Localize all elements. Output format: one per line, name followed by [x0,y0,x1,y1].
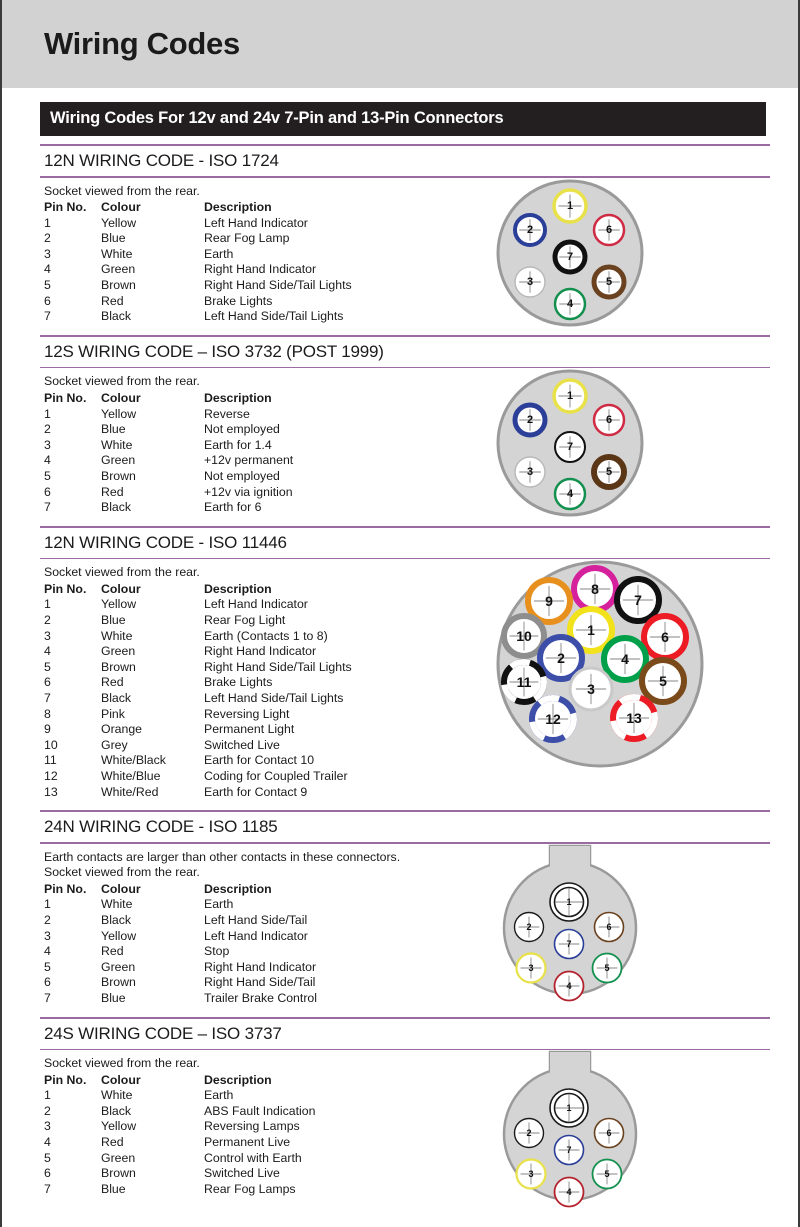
section-body [40,1050,766,1207]
section-title: 12S WIRING CODE – ISO 3732 (POST 1999) [44,341,384,361]
cell-description: Left Hand Side/Tail Lights [204,690,344,705]
cell-colour: Black [101,309,132,324]
cell-pin-no: 2 [44,1103,51,1118]
table-row [44,500,484,516]
cell-colour: Green [101,453,136,468]
connector-diagram [495,368,645,518]
header-description: Description [204,881,272,896]
svg-text:1: 1 [566,896,572,907]
svg-text:2: 2 [526,414,534,427]
table-row [44,1166,484,1182]
cell-description: Brake Lights [204,675,273,690]
svg-text:5: 5 [605,275,613,288]
cell-colour: Yellow [101,597,137,612]
cell-pin-no: 6 [44,484,51,499]
svg-text:1: 1 [587,622,595,639]
section-body [40,368,766,525]
table-row [44,247,484,263]
cell-description: Earth for 6 [204,500,262,515]
cell-pin-no: 9 [44,722,51,737]
section-banner: Wiring Codes For 12v and 24v 7-Pin and 13-Pin Connectors [40,102,766,136]
pin-table [44,200,484,325]
section-note: Socket viewed from the rear. [44,1056,200,1071]
cell-pin-no: 12 [44,768,58,783]
table-row [44,485,484,501]
svg-text:8: 8 [591,581,599,598]
cell-pin-no: 8 [44,706,51,721]
cell-description: Left Hand Indicator [204,928,308,943]
wiring-section-12n-iso-1724 [40,144,766,335]
section-title: 12N WIRING CODE - ISO 1724 [44,151,279,170]
cell-pin-no: 7 [44,690,51,705]
svg-text:13: 13 [626,710,642,727]
svg-text:6: 6 [606,921,612,932]
cell-description: Control with Earth [204,1150,302,1165]
table-row [44,629,484,645]
svg-text:3: 3 [528,962,534,973]
table-row [44,469,484,485]
cell-pin-no: 6 [44,975,51,990]
cell-description: Rear Fog Lamp [204,231,290,246]
cell-pin-no: 3 [44,928,51,943]
cell-description: Left Hand Indicator [204,215,308,230]
header-pin-no: Pin No. [44,881,87,896]
cell-colour: Grey [101,737,128,752]
cell-pin-no: 11 [44,753,57,768]
svg-text:9: 9 [545,593,553,610]
cell-description: Not employed [204,422,280,437]
cell-colour: Red [101,944,124,959]
cell-colour: Red [101,484,124,499]
svg-text:6: 6 [661,629,669,646]
wiring-section-12n-iso-11446 [40,526,766,810]
cell-colour: White [101,246,133,261]
svg-text:12: 12 [545,711,561,728]
cell-description: Trailer Brake Control [204,990,317,1005]
cell-pin-no: 6 [44,1166,51,1181]
header-colour: Colour [101,200,141,215]
wiring-section-24n-iso-1185 [40,810,766,1016]
svg-text:4: 4 [566,980,572,991]
connector-diagram-wrap [495,1050,645,1214]
pin-table [44,1073,484,1198]
svg-text:7: 7 [566,1145,572,1156]
cell-colour: Orange [101,722,143,737]
pin-table [44,391,484,516]
cell-description: Rear Fog Light [204,612,286,627]
header-pin-no: Pin No. [44,581,87,596]
cell-colour: Brown [101,975,136,990]
pin-table [44,882,484,1007]
svg-text:7: 7 [566,441,574,454]
table-row [44,453,484,469]
section-body [40,178,766,335]
table-row [44,753,484,769]
table-row [44,216,484,232]
table-row [44,785,484,801]
table-row [44,722,484,738]
cell-colour: Blue [101,990,126,1005]
cell-pin-no: 1 [44,406,51,421]
table-row [44,644,484,660]
cell-colour: Brown [101,659,136,674]
svg-text:4: 4 [566,488,574,501]
table-header-row [44,582,484,598]
section-note: Earth contacts are larger than other contacts in these connectors. [44,849,401,864]
cell-description: Stop [204,944,230,959]
cell-description: Not employed [204,468,280,483]
cell-pin-no: 2 [44,912,51,927]
cell-pin-no: 7 [44,1181,51,1196]
cell-colour: Green [101,959,136,974]
table-row [44,691,484,707]
svg-text:6: 6 [606,1128,612,1139]
cell-colour: Black [101,912,132,927]
cell-colour: Yellow [101,1119,137,1134]
table-header-row [44,1073,484,1089]
table-row [44,991,484,1007]
header-description: Description [204,200,272,215]
page-content [2,88,798,1207]
table-row [44,262,484,278]
cell-colour: Brown [101,468,136,483]
table-row [44,738,484,754]
cell-description: Reversing Lamps [204,1119,300,1134]
cell-colour: Blue [101,1181,126,1196]
cell-pin-no: 2 [44,612,51,627]
table-row [44,660,484,676]
table-row [44,707,484,723]
cell-colour: Pink [101,706,125,721]
table-row [44,278,484,294]
section-note: Socket viewed from the rear. [44,374,200,389]
svg-text:1: 1 [566,390,574,403]
cell-colour: Black [101,500,132,515]
cell-description: +12v via ignition [204,484,293,499]
cell-colour: Red [101,1135,124,1149]
section-note: Socket viewed from the rear. [44,865,200,880]
header-colour: Colour [101,1072,141,1087]
cell-pin-no: 4 [44,1135,51,1149]
cell-colour: White [101,1088,133,1103]
cell-description: Earth for 1.4 [204,437,272,452]
table-row [44,975,484,991]
table-header-row [44,882,484,898]
cell-colour: White [101,437,133,452]
table-row [44,769,484,785]
header-pin-no: Pin No. [44,200,87,215]
header-description: Description [204,1072,272,1087]
cell-pin-no: 1 [44,597,51,612]
cell-pin-no: 6 [44,293,51,308]
cell-pin-no: 5 [44,659,51,674]
cell-pin-no: 10 [44,737,58,752]
cell-description: Right Hand Side/Tail Lights [204,659,352,674]
svg-text:4: 4 [621,651,629,668]
header-colour: Colour [101,581,141,596]
cell-colour: Black [101,1103,132,1118]
connector-diagram [495,178,645,328]
svg-text:10: 10 [516,628,532,645]
header-colour: Colour [101,881,141,896]
cell-pin-no: 1 [44,215,51,230]
cell-colour: Green [101,1150,136,1165]
table-row [44,1151,484,1167]
page-title-band [2,0,798,88]
table-row [44,897,484,913]
svg-text:2: 2 [526,1128,532,1139]
svg-text:2: 2 [526,223,534,236]
svg-text:5: 5 [605,466,613,479]
section-title: 12N WIRING CODE - ISO 11446 [44,532,287,552]
svg-text:3: 3 [526,466,534,479]
header-description: Description [204,390,272,405]
section-body [40,559,766,810]
cell-pin-no: 3 [44,246,51,261]
cell-description: Permanent Live [204,1135,291,1149]
svg-text:1: 1 [566,1103,572,1114]
wiring-section-12s-iso-3732 [40,335,766,526]
svg-text:5: 5 [604,1169,610,1180]
table-row [44,960,484,976]
cell-description: Coding for Coupled Trailer [204,768,348,783]
cell-description: Right Hand Indicator [204,262,317,277]
table-row [44,913,484,929]
cell-description: Right Hand Side/Tail [204,975,316,990]
table-row [44,407,484,423]
cell-description: Right Hand Indicator [204,644,317,659]
table-row [44,597,484,613]
connector-diagram-wrap [495,844,645,1008]
cell-pin-no: 3 [44,628,51,643]
cell-description: Switched Live [204,1166,280,1181]
table-header-row [44,391,484,407]
cell-colour: Red [101,293,124,308]
cell-pin-no: 5 [44,278,51,293]
cell-pin-no: 7 [44,990,51,1005]
cell-pin-no: 13 [44,784,58,799]
cell-pin-no: 4 [44,944,51,959]
cell-description: Earth [204,246,234,261]
table-row [44,1182,484,1198]
cell-colour: White/Black [101,753,166,768]
cell-colour: Yellow [101,406,137,421]
cell-description: Switched Live [204,737,280,752]
svg-text:5: 5 [659,673,667,690]
cell-description: Earth [204,1088,234,1103]
table-row [44,438,484,454]
svg-text:4: 4 [566,297,574,310]
cell-pin-no: 2 [44,422,51,437]
cell-description: Rear Fog Lamps [204,1181,296,1196]
svg-text:7: 7 [566,250,574,263]
svg-text:7: 7 [566,938,572,949]
cell-description: Right Hand Side/Tail Lights [204,278,352,293]
cell-description: Left Hand Side/Tail Lights [204,309,344,324]
cell-pin-no: 4 [44,262,51,277]
cell-colour: Yellow [101,928,137,943]
table-row [44,675,484,691]
cell-description: Reversing Light [204,706,290,721]
connector-diagram-wrap [495,178,645,328]
cell-colour: Green [101,644,136,659]
svg-text:4: 4 [566,1187,572,1198]
header-colour: Colour [101,390,141,405]
svg-text:11: 11 [516,674,532,691]
cell-colour: Yellow [101,215,137,230]
cell-pin-no: 4 [44,644,51,659]
table-row [44,294,484,310]
cell-pin-no: 1 [44,897,51,912]
section-note: Socket viewed from the rear. [44,183,200,198]
table-row [44,422,484,438]
cell-description: Permanent Light [204,722,295,737]
table-row [44,1088,484,1104]
cell-description: Left Hand Side/Tail [204,912,308,927]
table-row [44,944,484,960]
page-title: Wiring Codes [44,26,240,61]
cell-description: Earth (Contacts 1 to 8) [204,628,328,643]
cell-colour: White [101,897,133,912]
svg-text:3: 3 [587,681,595,698]
connector-diagram-wrap [495,559,705,769]
cell-pin-no: 3 [44,1119,51,1134]
cell-colour: Blue [101,422,126,437]
cell-description: ABS Fault Indication [204,1103,316,1118]
header-pin-no: Pin No. [44,1072,87,1087]
cell-pin-no: 7 [44,309,51,324]
section-title: 24N WIRING CODE - ISO 1185 [44,817,278,837]
table-row [44,1135,484,1151]
table-header-row [44,200,484,216]
cell-description: Brake Lights [204,293,273,308]
cell-description: Earth [204,897,234,912]
svg-text:2: 2 [557,650,565,667]
svg-text:5: 5 [604,962,610,973]
cell-pin-no: 2 [44,231,51,246]
svg-text:6: 6 [605,223,613,236]
section-title: 24S WIRING CODE – ISO 3737 [44,1023,282,1043]
header-description: Description [204,581,272,596]
cell-pin-no: 1 [44,1088,51,1103]
cell-colour: White/Red [101,784,159,799]
svg-text:3: 3 [526,275,534,288]
connector-diagram [495,844,645,1008]
cell-description: Left Hand Indicator [204,597,308,612]
svg-text:1: 1 [566,199,574,212]
svg-text:2: 2 [526,921,532,932]
cell-pin-no: 4 [44,453,51,468]
cell-pin-no: 5 [44,1150,51,1165]
section-note: Socket viewed from the rear. [44,565,200,580]
cell-colour: White [101,628,133,643]
table-row [44,929,484,945]
cell-pin-no: 6 [44,675,51,690]
cell-colour: Red [101,675,124,690]
cell-pin-no: 7 [44,500,51,515]
connector-diagram-wrap [495,368,645,518]
cell-pin-no: 5 [44,468,51,483]
header-pin-no: Pin No. [44,390,87,405]
pin-table [44,582,484,800]
table-row [44,1104,484,1120]
section-body [40,844,766,1017]
connector-diagram [495,1050,645,1214]
wiring-sections [40,144,766,1207]
cell-colour: Brown [101,278,136,293]
svg-text:7: 7 [634,592,642,609]
table-row [44,613,484,629]
wiring-section-24s-iso-3737 [40,1017,766,1208]
table-row [44,1119,484,1135]
cell-colour: Blue [101,612,126,627]
cell-description: +12v permanent [204,453,294,468]
cell-colour: Green [101,262,136,277]
cell-description: Earth for Contact 9 [204,784,308,799]
svg-text:3: 3 [528,1169,534,1180]
cell-colour: Blue [101,231,126,246]
cell-description: Reverse [204,406,250,421]
svg-text:6: 6 [605,414,613,427]
cell-pin-no: 3 [44,437,51,452]
connector-diagram [495,559,705,769]
cell-colour: White/Blue [101,768,161,783]
cell-colour: Black [101,690,132,705]
table-row [44,231,484,247]
cell-pin-no: 5 [44,959,51,974]
table-row [44,309,484,325]
cell-colour: Brown [101,1166,136,1181]
cell-description: Earth for Contact 10 [204,753,315,768]
cell-description: Right Hand Indicator [204,959,317,974]
